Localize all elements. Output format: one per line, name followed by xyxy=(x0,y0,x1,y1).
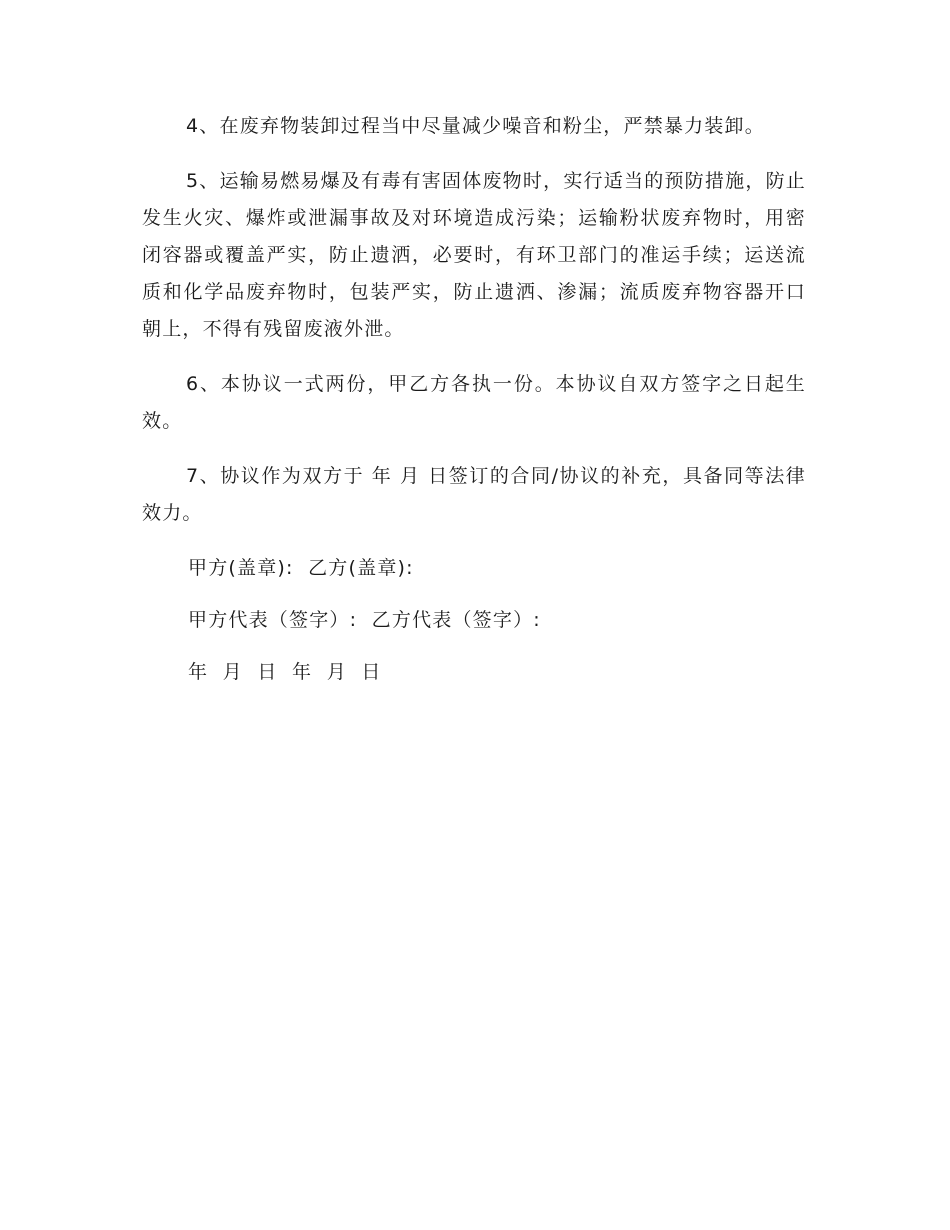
clause-4: 4、在废弃物装卸过程当中尽量减少噪音和粉尘，严禁暴力装卸。 xyxy=(186,115,765,137)
clause-7: 7、协议作为双方于 年 月 日签订的合同/协议的补充，具备同等法律效力。 xyxy=(142,465,806,524)
representative-line: 甲方代表（签字）: 乙方代表（签字）: xyxy=(188,609,541,631)
seal-line: 甲方(盖章): 乙方(盖章): xyxy=(188,557,414,579)
clause-6: 6、本协议一式两份，甲乙方各执一份。本协议自双方签字之日起生效。 xyxy=(142,373,806,432)
clause-5: 5、运输易燃易爆及有毒有害固体废物时，实行适当的预防措施，防止发生火灾、爆炸或泄漏事故及对环境造成污染；运输粉状废弃物时，用密闭容器或覆盖严实，防止遗洒，必要时，有环卫部门的准运手续；运送流质和化学品废弃物时，包装严实，防止遗洒、渗漏；流质废弃物容器开口朝上，不得有残留废液外泄。 xyxy=(142,170,806,340)
document-body xyxy=(142,108,806,706)
date-line: 年 月 日 年 月 日 xyxy=(188,661,382,683)
